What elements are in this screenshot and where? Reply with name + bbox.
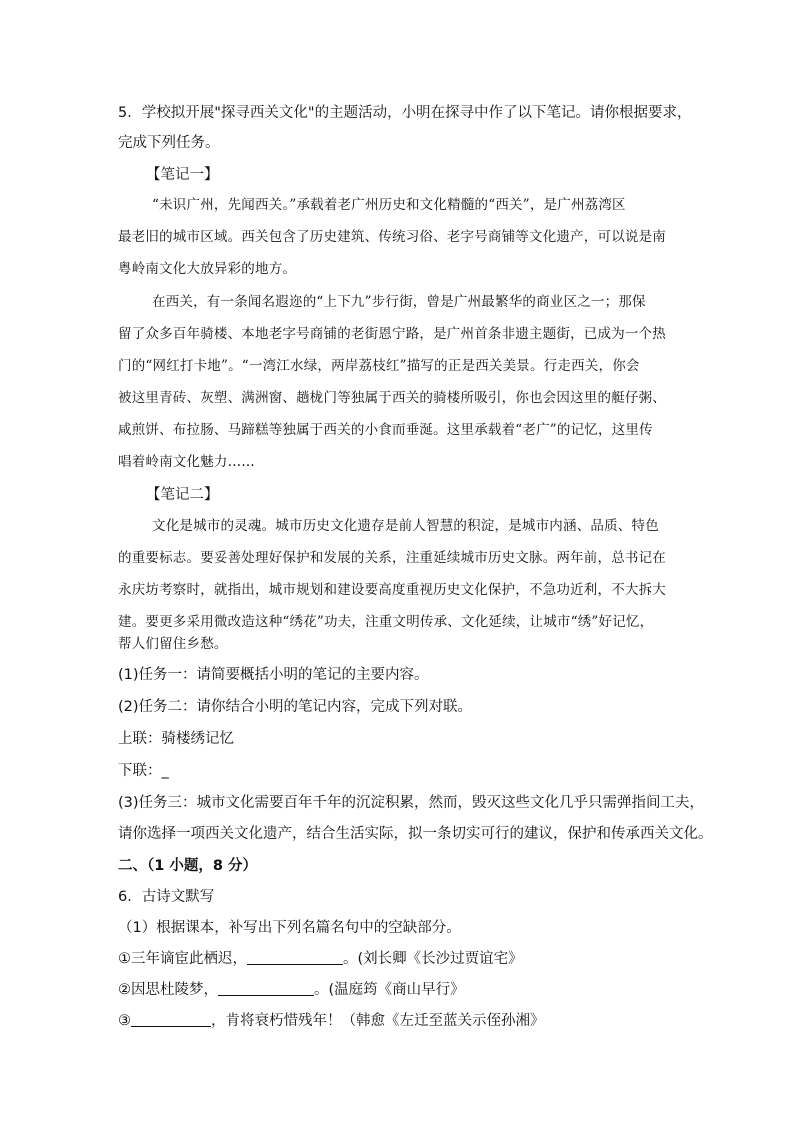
note2-title: 【笔记二】 [146, 487, 219, 503]
task-3-line-2: 请你选择一项西关文化遗产，结合生活实际，拟一条切实可行的建议，保护和传承西关文化。 [118, 826, 713, 842]
q6-title: 6．古诗文默写 [118, 889, 215, 905]
note2-line: 永庆坊考察时，就指出，城市规划和建设要高度重视历史文化保护，不急功近利，不大拆大 [118, 582, 666, 598]
note1-line: 粤岭南文化大放异彩的地方。 [118, 261, 297, 277]
section-2-heading: 二、（1 小题，8 分） [118, 858, 258, 874]
answer-blank-3[interactable] [131, 1012, 211, 1027]
answer-blank-2[interactable] [218, 981, 314, 996]
note1-line: 留了众多百年骑楼、本地老字号商铺的老街恩宁路，是广州首条非遗主题街，已成为一个热 [118, 326, 666, 342]
task-2: (2)任务二：请你结合小明的笔记内容，完成下列对联。 [118, 699, 473, 715]
item-1-prefix: ①三年谪宦此栖迟， [118, 951, 247, 967]
task-3-line-1: (3)任务三：城市文化需要百年千年的沉淀积累，然而，毁灭这些文化几乎只需弹指间工夫， [118, 795, 705, 811]
note1-line: 最老旧的城市区域。西关包含了历史建筑、传统习俗、老字号商铺等文化遗产，可以说是南 [118, 229, 666, 245]
answer-blank-1[interactable] [247, 950, 343, 965]
couplet-lower: 下联：_ [118, 763, 169, 779]
note1-line: 咸煎饼、布拉肠、马蹄糕等独属于西关的小食而垂涎。这里承载着“老广”的记忆，这里传 [118, 422, 653, 438]
item-2-prefix: ②因思杜陵梦， [118, 982, 218, 998]
note1-line: 被这里青砖、灰塑、满洲窗、趟栊门等独属于西关的骑楼所吸引，你也会因这里的艇仔粥、 [118, 390, 666, 406]
item-3-suffix: ，肯将衰朽惜残年！（韩愈《左迁至蓝关示侄孙湘》 [211, 1013, 545, 1029]
note1-line: “未识广州，先闻西关。”承载着老广州历史和文化精髓的“西关”，是广州荔湾区 [152, 197, 626, 213]
note1-line: 唱着岭南文化魅力…… [118, 454, 255, 470]
recitation-item-3 [118, 1011, 545, 1031]
note2-line: 建。要更多采用微改造这种“绣花”功夫，注重文明传承、文化延续，让城市“绣”好记忆， [118, 614, 654, 630]
item-2-suffix: 。(温庭筠《商山早行》 [314, 982, 465, 998]
item-3-prefix: ③ [118, 1013, 131, 1029]
q5-line-1: 5．学校拟开展"探寻西关文化"的主题活动，小明在探寻中作了以下笔记。请你根据要求， [118, 105, 692, 121]
recitation-item-1 [118, 949, 523, 969]
q6-sub-1: （1）根据课本，补写出下列名篇名句中的空缺部分。 [118, 920, 461, 936]
couplet-upper: 上联：骑楼绣记忆 [118, 731, 234, 747]
note2-line: 文化是城市的灵魂。城市历史文化遗存是前人智慧的积淀，是城市内涵、品质、特色 [152, 518, 659, 534]
note1-title: 【笔记一】 [146, 167, 219, 183]
item-1-suffix: 。(刘长卿《长沙过贾谊宅》 [343, 951, 523, 967]
note2-line: 的重要标志。要妥善处理好保护和发展的关系，注重延续城市历史文脉。两年前，总书记在 [118, 550, 666, 566]
task-1: (1)任务一：请简要概括小明的笔记的主要内容。 [118, 667, 429, 683]
note1-line: 在西关，有一条闻名遐迩的“上下九”步行街，曾是广州最繁华的商业区之一；那保 [152, 294, 646, 310]
note2-line: 帮人们留住乡愁。 [118, 636, 228, 652]
note1-line: 门的“网红打卡地”。“一湾江水绿，两岸荔枝红”描写的正是西关美景。行走西关，你会 [118, 358, 640, 374]
recitation-item-2 [118, 980, 465, 1000]
q5-line-2: 完成下列任务。 [118, 135, 220, 151]
